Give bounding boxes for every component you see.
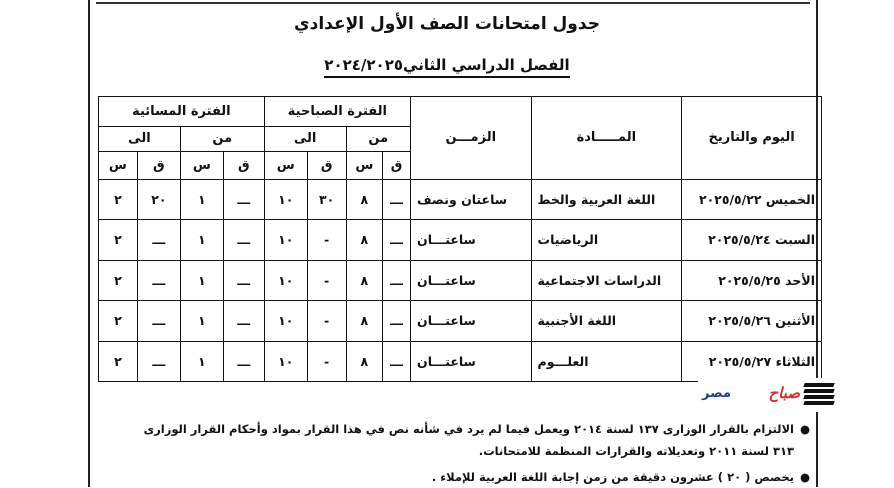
cell-evening-from-hour: ١ bbox=[180, 179, 223, 219]
table-row bbox=[99, 179, 822, 219]
header-subject: المـــــادة bbox=[531, 97, 682, 180]
table-row bbox=[99, 220, 822, 260]
cell-duration: ساعتـــان bbox=[411, 220, 531, 260]
cell-morning-to-minute: - bbox=[307, 341, 346, 381]
cell-morning-from-hour: ٨ bbox=[346, 341, 383, 381]
header-row-1 bbox=[99, 97, 822, 127]
cell-morning-to-hour: ١٠ bbox=[264, 341, 307, 381]
cell-duration: ساعتـــان bbox=[411, 341, 531, 381]
cell-evening-from-minute: ـــ bbox=[223, 179, 264, 219]
cell-day-date: الأحد ٢٠٢٥/٥/٢٥ bbox=[682, 260, 822, 300]
header-evening-from: من bbox=[180, 127, 264, 151]
header-morning-to: الى bbox=[264, 127, 346, 151]
document-subtitle bbox=[0, 56, 894, 74]
watermark-blue-text: مصر bbox=[702, 386, 731, 401]
cell-subject: اللغة العربية والخط bbox=[531, 179, 682, 219]
logo-stripes-icon bbox=[804, 383, 834, 407]
subtitle-text: الفصل الدراسي الثاني٢٠٢٤/٢٠٢٥ bbox=[324, 56, 569, 78]
cell-morning-from-hour: ٨ bbox=[346, 260, 383, 300]
table-row bbox=[99, 260, 822, 300]
cell-evening-to-hour: ٢ bbox=[99, 179, 138, 219]
cell-evening-to-hour: ٢ bbox=[99, 220, 138, 260]
cell-morning-to-hour: ١٠ bbox=[264, 179, 307, 219]
header-hour: س bbox=[180, 151, 223, 179]
cell-evening-to-hour: ٢ bbox=[99, 341, 138, 381]
header-minute: ق bbox=[383, 151, 411, 179]
notes-section bbox=[120, 418, 810, 488]
cell-evening-from-hour: ١ bbox=[180, 341, 223, 381]
cell-morning-to-hour: ١٠ bbox=[264, 220, 307, 260]
header-duration: الزمـــن bbox=[411, 97, 531, 180]
header-morning-period: الفترة الصباحية bbox=[264, 97, 410, 127]
schedule-body bbox=[99, 179, 822, 381]
exam-schedule-table bbox=[98, 96, 822, 382]
cell-evening-from-hour: ١ bbox=[180, 301, 223, 341]
cell-morning-from-minute: ـــ bbox=[383, 341, 411, 381]
header-minute: ق bbox=[137, 151, 180, 179]
cell-evening-to-minute: ـــ bbox=[137, 341, 180, 381]
cell-day-date: السبت ٢٠٢٥/٥/٢٤ bbox=[682, 220, 822, 260]
note-text: الالتزام بالقرار الوزارى ١٣٧ لسنة ٢٠١٤ ويعمل فيما لم يرد في شأنه نص في هذا القرار بمواد وأحكام القرار الوزارى ٣١٣ لسنة ٢٠١١ وتعديلاته والقرارات المنظمة للامتحانات. bbox=[143, 422, 794, 458]
cell-day-date: الأثنين ٢٠٢٥/٥/٢٦ bbox=[682, 301, 822, 341]
cell-morning-from-minute: ـــ bbox=[383, 220, 411, 260]
note-item bbox=[120, 418, 810, 462]
header-minute: ق bbox=[223, 151, 264, 179]
header-evening-to: الى bbox=[99, 127, 181, 151]
cell-subject: الرياضيات bbox=[531, 220, 682, 260]
header-hour: س bbox=[264, 151, 307, 179]
bullet-icon: ● bbox=[799, 470, 810, 484]
cell-morning-from-hour: ٨ bbox=[346, 301, 383, 341]
watermark-logo bbox=[698, 378, 840, 412]
cell-evening-from-hour: ١ bbox=[180, 260, 223, 300]
document-title: جدول امتحانات الصف الأول الإعدادي bbox=[294, 14, 600, 34]
cell-evening-to-minute: ـــ bbox=[137, 260, 180, 300]
cell-subject: العلـــوم bbox=[531, 341, 682, 381]
cell-evening-from-minute: ـــ bbox=[223, 341, 264, 381]
cell-morning-to-minute: ٣٠ bbox=[307, 179, 346, 219]
cell-evening-to-hour: ٢ bbox=[99, 260, 138, 300]
cell-morning-from-minute: ـــ bbox=[383, 179, 411, 219]
cell-morning-to-hour: ١٠ bbox=[264, 301, 307, 341]
cell-morning-to-minute: - bbox=[307, 220, 346, 260]
watermark-red-text: صباح bbox=[768, 384, 800, 402]
cell-evening-to-minute: ـــ bbox=[137, 220, 180, 260]
cell-day-date: الخميس ٢٠٢٥/٥/٢٢ bbox=[682, 179, 822, 219]
cell-morning-from-minute: ـــ bbox=[383, 301, 411, 341]
cell-evening-to-minute: ـــ bbox=[137, 301, 180, 341]
cell-day-date: الثلاثاء ٢٠٢٥/٥/٢٧ bbox=[682, 341, 822, 381]
header-day-date: اليوم والتاريخ bbox=[682, 97, 822, 180]
cell-morning-from-minute: ـــ bbox=[383, 260, 411, 300]
cell-evening-to-hour: ٢ bbox=[99, 301, 138, 341]
cell-duration: ساعتـــان bbox=[411, 301, 531, 341]
note-text: يخصص ( ٢٠ ) عشرون دقيقة من زمن إجابة اللغة العربية للإملاء . bbox=[431, 470, 794, 484]
header-hour: س bbox=[99, 151, 138, 179]
header-hour: س bbox=[346, 151, 383, 179]
cell-duration: ساعتـــان bbox=[411, 260, 531, 300]
header-minute: ق bbox=[307, 151, 346, 179]
cell-morning-from-hour: ٨ bbox=[346, 220, 383, 260]
bullet-icon: ● bbox=[799, 422, 810, 436]
cell-duration: ساعتان ونصف bbox=[411, 179, 531, 219]
header-morning-from: من bbox=[346, 127, 411, 151]
table-row bbox=[99, 301, 822, 341]
cell-morning-to-hour: ١٠ bbox=[264, 260, 307, 300]
cell-evening-to-minute: ٢٠ bbox=[137, 179, 180, 219]
cell-morning-to-minute: - bbox=[307, 301, 346, 341]
cell-morning-from-hour: ٨ bbox=[346, 179, 383, 219]
cell-evening-from-minute: ـــ bbox=[223, 301, 264, 341]
cell-subject: اللغة الأجنبية bbox=[531, 301, 682, 341]
cell-evening-from-minute: ـــ bbox=[223, 260, 264, 300]
cell-evening-from-hour: ١ bbox=[180, 220, 223, 260]
header-evening-period: الفترة المسائية bbox=[99, 97, 265, 127]
table-row bbox=[99, 341, 822, 381]
cell-subject: الدراسات الاجتماعية bbox=[531, 260, 682, 300]
cell-morning-to-minute: - bbox=[307, 260, 346, 300]
note-item bbox=[120, 466, 810, 488]
cell-evening-from-minute: ـــ bbox=[223, 220, 264, 260]
